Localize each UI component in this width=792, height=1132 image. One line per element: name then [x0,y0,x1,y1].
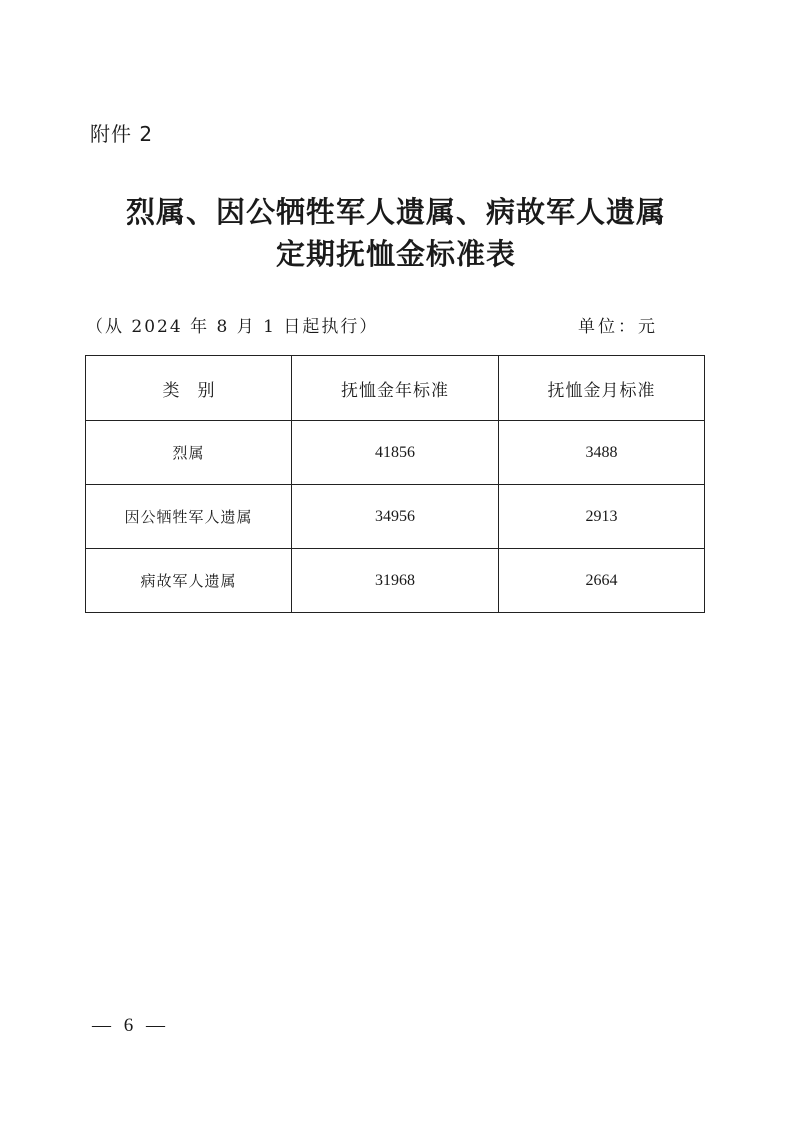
table-row [86,485,705,549]
row-annual-standard: 31968 [292,549,499,613]
table-row [86,549,705,613]
row-monthly-standard: 2664 [499,549,705,613]
row-annual-standard: 34956 [292,485,499,549]
attachment-label: 附件 2 [90,122,154,146]
page-number: — 6 — [92,1015,169,1036]
row-annual-standard: 41856 [292,421,499,485]
row-category: 病故军人遗属 [86,549,292,613]
document-title-line-2: 定期抚恤金标准表 [275,237,516,271]
pension-standard-table [85,355,705,613]
unit-note: 单位：元 [578,317,658,337]
document-title-line-1: 烈属、因公牺牲军人遗属、病故军人遗属 [125,195,666,229]
row-category: 烈属 [86,421,292,485]
column-header-annual: 抚恤金年标准 [292,356,499,421]
row-category: 因公牺牲军人遗属 [86,485,292,549]
row-monthly-standard: 2913 [499,485,705,549]
column-header-monthly: 抚恤金月标准 [499,356,705,421]
table-header-row [86,356,705,421]
column-header-category: 类别 [86,356,292,421]
effective-date-note: （从 2024 年 8 月 1 日起执行） [86,317,379,337]
row-monthly-standard: 3488 [499,421,705,485]
table-row [86,421,705,485]
